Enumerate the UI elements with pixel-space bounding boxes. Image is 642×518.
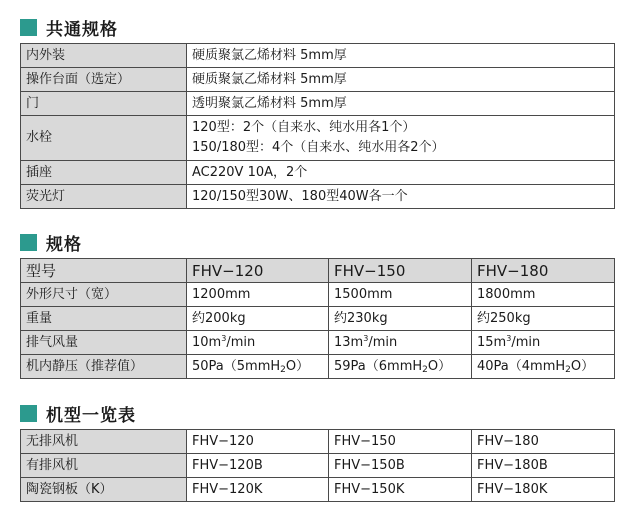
specs-row [21, 355, 615, 379]
general-spec-row [21, 92, 615, 116]
teal-square-bullet-icon [20, 19, 37, 36]
model-number: FHV−180 [472, 430, 615, 454]
general-spec-row [21, 161, 615, 185]
value-text: O） [570, 358, 595, 374]
specs-value: 1200mm [187, 283, 329, 307]
specs-label: 机内静压（推荐值） [21, 355, 187, 379]
model-type-label: 有排风机 [21, 454, 187, 478]
value-text: 59Pa（6mmH [334, 358, 423, 374]
model-type-label: 陶瓷钢板（K） [21, 478, 187, 502]
model-header-cell: FHV−150 [329, 259, 472, 283]
teal-square-bullet-icon [20, 405, 37, 422]
model-row [21, 454, 615, 478]
spec-value [187, 92, 615, 116]
model-row [21, 478, 615, 502]
general-spec-row [21, 116, 615, 161]
specs-section-header [20, 231, 82, 253]
value-text: /min [226, 334, 256, 350]
spec-label: 操作台面（选定） [21, 68, 187, 92]
general-spec-row [21, 44, 615, 68]
spec-value-line: 120/150型30W、180型40W各一个 [192, 188, 408, 204]
specs-value: 约230kg [329, 307, 472, 331]
subscript: 2 [565, 364, 571, 375]
specs-value: 1800mm [472, 283, 615, 307]
superscript: 3 [506, 333, 512, 343]
spec-value-line: 硬质聚氯乙烯材料 5mm厚 [192, 71, 347, 87]
superscript: 3 [221, 333, 227, 343]
specs-value: 约200kg [187, 307, 329, 331]
teal-square-bullet-icon [20, 234, 37, 251]
model-number: FHV−150B [329, 454, 472, 478]
specs-label: 排气风量 [21, 331, 187, 355]
spec-value-line: AC220V 10A，2个 [192, 164, 308, 180]
model-header-label: 型号 [21, 259, 187, 283]
spec-value [187, 185, 615, 209]
value-text: /min [511, 334, 541, 350]
general-spec-row [21, 185, 615, 209]
general-spec-table [20, 43, 615, 209]
spec-value [187, 68, 615, 92]
specs-value [329, 355, 472, 379]
spec-value [187, 116, 615, 161]
superscript: 3 [363, 333, 369, 343]
spec-value [187, 161, 615, 185]
value-text: 15m [477, 334, 507, 350]
spec-label: 水栓 [21, 116, 187, 161]
specs-value [472, 331, 615, 355]
specs-value [329, 331, 472, 355]
spec-label: 门 [21, 92, 187, 116]
spec-value-line: 透明聚氯乙烯材料 5mm厚 [192, 95, 347, 111]
spec-value-line: 120型：2个（自来水、纯水用各1个） [192, 120, 416, 135]
model-number: FHV−120K [187, 478, 329, 502]
model-number: FHV−120 [187, 430, 329, 454]
model-header-cell: FHV−180 [472, 259, 615, 283]
specs-label: 重量 [21, 307, 187, 331]
spec-label: 插座 [21, 161, 187, 185]
spec-label: 荧光灯 [21, 185, 187, 209]
specs-value [187, 331, 329, 355]
value-text: O） [285, 358, 310, 374]
specs-value: 1500mm [329, 283, 472, 307]
spec-value-line: 150/180型：4个（自来水、纯水用各2个） [192, 140, 445, 155]
specs-row [21, 331, 615, 355]
specs-value [472, 355, 615, 379]
value-text: /min [368, 334, 398, 350]
model-type-label: 无排风机 [21, 430, 187, 454]
value-text: 13m [334, 334, 364, 350]
model-number: FHV−180B [472, 454, 615, 478]
spec-value-line: 硬质聚氯乙烯材料 5mm厚 [192, 47, 347, 63]
subscript: 2 [280, 364, 286, 375]
value-text: 10m [192, 334, 222, 350]
specs-row [21, 307, 615, 331]
model-header-cell: FHV−120 [187, 259, 329, 283]
value-text: O） [427, 358, 452, 374]
value-text: 50Pa（5mmH [192, 358, 281, 374]
spec-label: 内外装 [21, 44, 187, 68]
specs-section-title: 规格 [46, 234, 82, 255]
model-row [21, 430, 615, 454]
models-section-title: 机型一览表 [46, 405, 136, 426]
specs-value: 约250kg [472, 307, 615, 331]
model-number: FHV−180K [472, 478, 615, 502]
specs-value [187, 355, 329, 379]
value-text: 40Pa（4mmH [477, 358, 566, 374]
model-number: FHV−120B [187, 454, 329, 478]
specs-header-row [21, 259, 615, 283]
model-number: FHV−150 [329, 430, 472, 454]
specs-table [20, 258, 615, 379]
general-section-header [20, 16, 118, 38]
specs-label: 外形尺寸（宽） [21, 283, 187, 307]
specs-row [21, 283, 615, 307]
models-section-header [20, 402, 136, 424]
subscript: 2 [422, 364, 428, 375]
spec-value [187, 44, 615, 68]
general-section-title: 共通规格 [46, 19, 118, 40]
general-spec-row [21, 68, 615, 92]
models-table [20, 429, 615, 502]
model-number: FHV−150K [329, 478, 472, 502]
